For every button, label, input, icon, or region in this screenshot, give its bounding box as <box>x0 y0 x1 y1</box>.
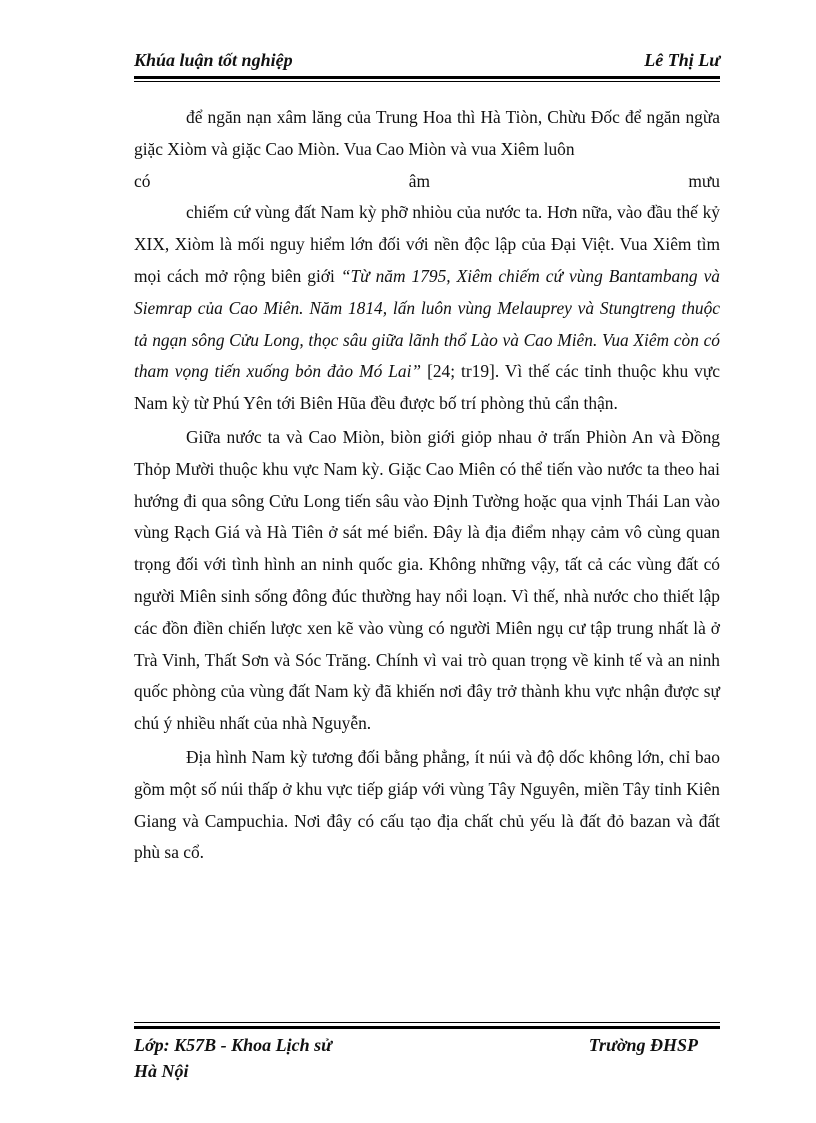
footer-rule-thin <box>134 1022 720 1023</box>
paragraph-2-text-a: chiếm cứ vùng đất Nam kỳ phỡ nhiòu của nước ta. Hơn nữa, vào đầu thế kỷ XIX, Xiòm là mối nguy hiểm lớn đối với nền độc lập của Đại Việt. Vua Xiêm tìm mọi cách mở rộng biên giới <box>134 202 720 286</box>
paragraph-2-text-b: [24; tr19]. Vì thế các tỉnh thuộc khu vực Nam kỳ từ Phú Yên tới Biên Hũa đều được bố trí phòng thủ cẩn thận. <box>134 361 721 414</box>
paragraph-1: để ngăn nạn xâm lăng của Trung Hoa thì Hà Tiòn, Chừu Đốc để ngăn ngừa giặc Xiòm và giặc Cao Miòn. Vua Cao Miòn và vua Xiêm luôn <box>134 107 720 159</box>
footer-class: Lớp: K57B - Khoa Lịch sử <box>134 1035 332 1055</box>
header-author: Lê Thị Lư <box>644 50 720 70</box>
header-title: Khúa luận tốt nghiệp <box>134 50 293 70</box>
footer-city: Hà Nội <box>134 1061 189 1081</box>
footer-rule-thick <box>134 1026 720 1029</box>
footer-school: Trường ĐHSP <box>588 1035 698 1055</box>
paragraph-4: Địa hình Nam kỳ tương đối bằng phẳng, ít núi và độ dốc không lớn, chỉ bao gồm một số núi thấp ở khu vực tiếp giáp với vùng Tây Nguyên, miền Tây tỉnh Kiên Giang và Campuchia. Nơi đây có cấu tạo địa chất chủ yếu là đất đỏ bazan và đất phù sa cổ. <box>134 746 720 863</box>
paragraph-1-spread-line: có âm mưu <box>134 170 720 191</box>
paragraph-2-quote: “Từ năm 1795, Xiêm chiếm cứ vùng Bantambang và Siemrap của Cao Miên. Năm 1814, lấn luôn vùng Melauprey và Stungtreng thuộc tả ngạn sông Cửu Long, thọc sâu giữa lãnh thổ Lào và Cao Miên. Vua Xiêm còn có tham vọng tiến xuống bỏn đảo Mó Lai” <box>134 265 721 382</box>
body-text <box>134 102 720 869</box>
paragraph-2 <box>134 197 720 420</box>
page-footer <box>134 1032 720 1084</box>
header-rule-thin <box>134 81 720 82</box>
paragraph-3: Giữa nước ta và Cao Miòn, biòn giới giỏp nhau ở trấn Phiòn An và Đồng Thỏp Mười thuộc khu vực Nam kỳ. Giặc Cao Miên có thể tiến vào nước ta theo hai hướng đi qua sông Cửu Long tiến sâu vào Định Tường hoặc qua vịnh Thái Lan vào vùng Rạch Giá và Hà Tiên ở sát mé biển. Đây là địa điểm nhạy cảm vô cùng quan trọng đối với tình hình an ninh quốc gia. Không những vậy, tất cả các vùng đất có người Miên sinh sống đông đúc thường hay nổi loạn. Vì thế, nhà nước cho thiết lập các đồn điền chiến lược xen kẽ vào vùng có người Miên ngụ cư tập trung nhất là ở Trà Vinh, Thất Sơn và Sóc Trăng. Chính vì vai trò quan trọng về kinh tế và an ninh quốc phòng của vùng đất Nam kỳ đã khiến nơi đây trở thành khu vực nhận được sự chú ý nhiều nhất của nhà Nguyễn. <box>134 426 720 734</box>
header-rule-thick <box>134 76 720 79</box>
page-header <box>134 50 720 71</box>
